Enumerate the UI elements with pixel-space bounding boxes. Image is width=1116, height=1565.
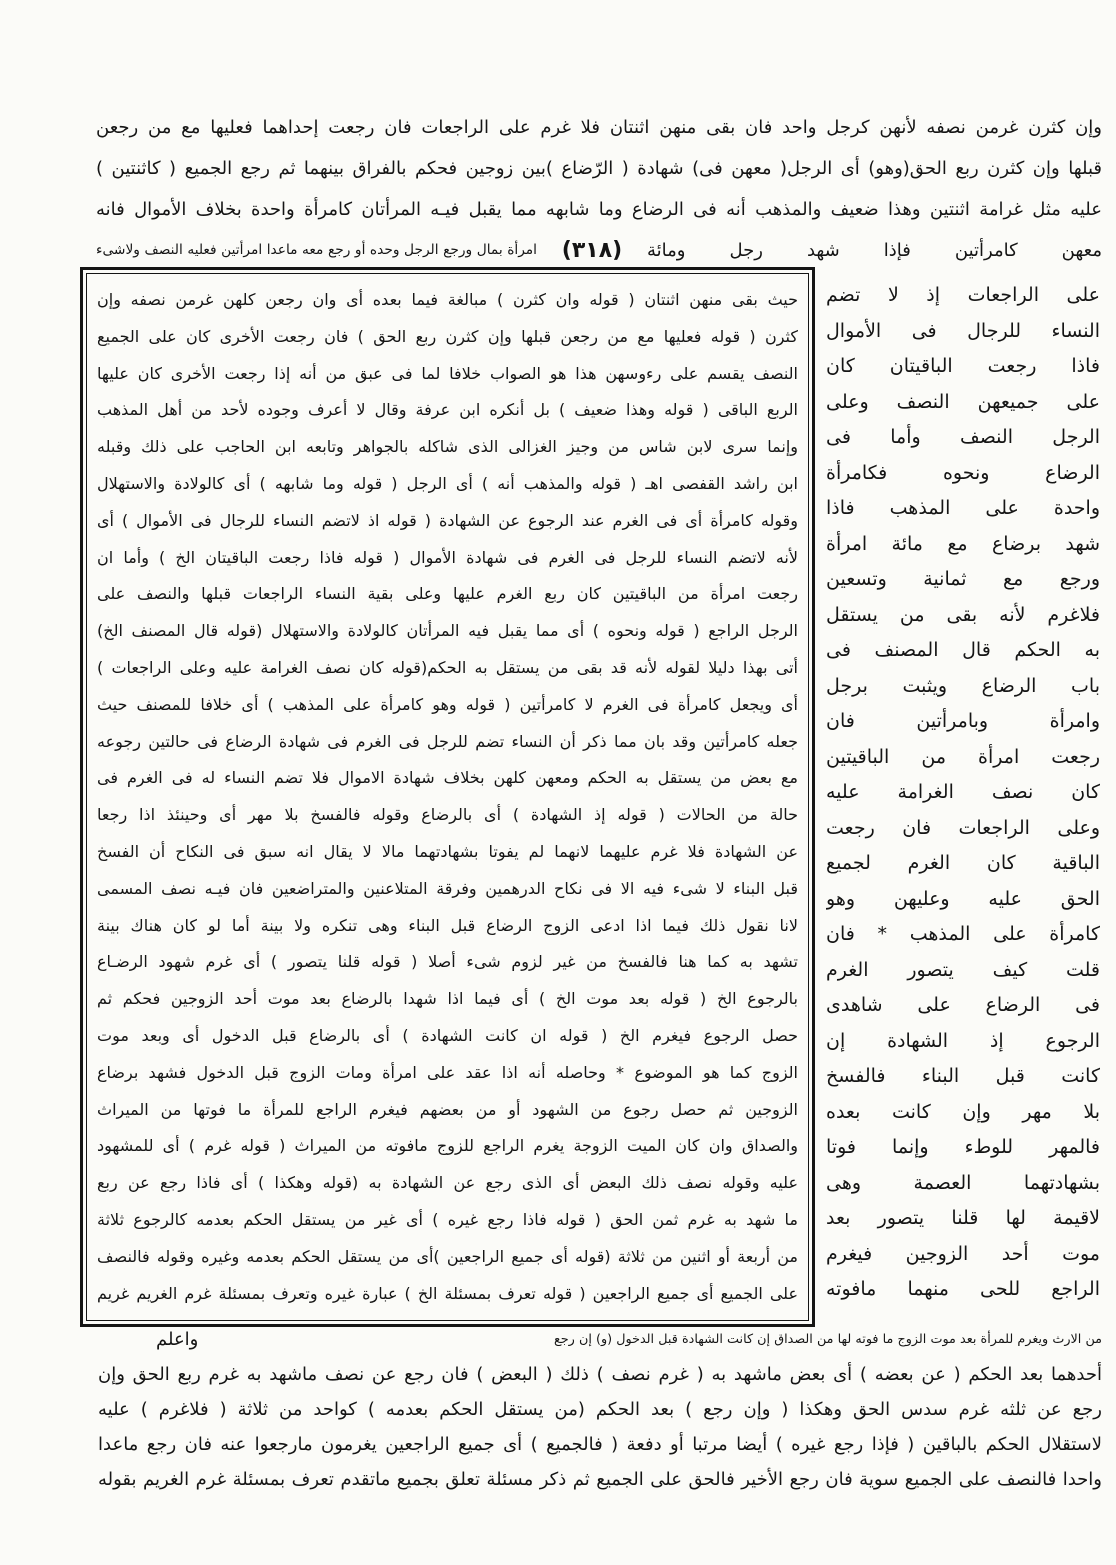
text-line: من أربعة أو اثنين من ثلاثة (قوله أى جميع الراجعين )أى من يستقل الحكم بعدمه وغيره وقوله فالنصف [97,1246,798,1266]
text-line-segment: امرأة بمال ورجع الرجل وحده أو رجع معه ماعدا امرأتين فعليه النصف ولاشىء [96,242,537,258]
text-line-segment: معهن كامرأتين فإذا شهد رجل ومائة [647,240,1102,261]
text-line: ورجع مع ثمانية وتسعين [826,568,1100,590]
text-line: مع بعض من يستقل به الحكم ومعهن كلهن بخلاف شهادة الاموال فلا تضم النساء له فى الغرم فى [97,768,798,788]
text-line: فالمهر للوطء وإنما فوتا [826,1136,1100,1158]
text-line-segment: من الارث ويغرم للمرأة بعد موت الزوج ما فوته لها من الصداق إن كانت الشهادة قبل الدخول (و) إن رجع [554,1332,1102,1347]
text-line: وامرأة وبامرأتين فان [826,710,1100,732]
text-line: عليه وقوله نصف ذلك البعض أى الذى رجع عن الشهادة به (قوله وهكذا ) أى فاذا رجع عن ربع [97,1173,798,1193]
text-line: على الجميع أى جميع الراجعين ( قوله تعرف بمسئلة الخ ) عبارة غيره وتعرف بمسئلة غرم الغريم غريم [97,1283,798,1303]
text-line: كثرن ( قوله فعليها مع من رجعن قبلها وإن كثرن ربع الحق ) فان رجعت الأخرى كان على الجميع [97,326,798,346]
hashiya-box [80,267,815,1327]
text-line: لأنه لاتضم النساء للرجل فى الغرم فى شهادة الأموال ( قوله فاذا رجعت الباقيتان الخ ) وأما ان [97,547,798,567]
text-line: قبل البناء لا شىء فيه الا فى نكاح الدرهمين وفرقة المتلاعنين والمتراضعين فان فيـه نصف المسمى [97,878,798,898]
text-line: رجع عن ثلثه غرم سدس الحق وهكذا ( وإن رجع ) بعد الحكم (من يستقل الحكم بعدمه ) كواحد من ثلاثة ( فلاغرم ) عليه [98,1399,1102,1420]
text-line: ما شهد به غرم ثمن الحق ( قوله فاذا رجع غيره ) أى غير من يستقل الحكم بعدمه كالرجوع ثلاثة [97,1209,798,1229]
text-line: كامرأة على المذهب * فان [826,923,1100,945]
text-line-with-page-number [96,230,1102,271]
text-line: الزوج كما هو الموضوع * وحاصله أنه اذا عقد على امرأة ومات الزوج قبل الدخول فشهد برضاع [97,1062,798,1082]
text-line: وإن كثرن غرمن نصفه لأنهن كرجل واحد فان بقى منهن اثنتان فلا غرم على الراجعات فان رجعت إحداهما فعليها مع من رجعن [96,117,1102,138]
text-line: وعلى الراجعات فان رجعت [826,816,1100,839]
text-line: قبلها وإن كثرن ربع الحق(وهو) أى الرجل( معهن فى) شهادة ( الرّضاع )بين زوجين فحكم بالفراق بينهما ثم رجع الجميع ( كاثنتين ) [96,158,1102,179]
text-line: الرجل الراجع ( قوله ونحوه ) أى مما يقبل فيه المرأتان كالولادة والاستهلال (قوله قال المصنف الخ) [97,621,798,641]
text-line: لاستقلال الحكم بالباقين ( فإذا رجع غيره ) أيضا مرتبا أو دفعة ( فالجميع ) أى جميع الراجعين يغرمون مارجعوا عنه فان رجع ماعدا [98,1434,1102,1455]
text-line: جعله كامرأتين وقد بان مما ذكر أن النساء تضم للرجل فى الغرم فى شهادة الرضاع فى حالتين رجوعه [97,731,798,751]
text-line: تشهد به كما هنا فالفسخ من غير لزوم شىء أصلا ( قوله قلنا يتصور ) أى غرم شهود الرضـاع [97,952,798,972]
text-line: النصف يقسم على رءوسهن هذا هو الصواب خلافا لما فى عبق من أنه إذا رجعت الأخرى كان عليها [97,363,798,383]
text-line: على الراجعات إذ لا تضم [826,284,1100,306]
text-line: عن الشهادة فلا غرم عليهما لانهما لم يفوتا بشهادتهما مالا لا يقال انه سبق فى النكاح أن الفسخ [97,841,798,861]
text-line: الرضاع ونحوه فكامرأة [826,461,1100,484]
text-line: على جميعهن النصف وعلى [826,390,1100,413]
text-line: واحدة على المذهب فاذا [826,497,1100,519]
text-line: حصل الرجوع فيغرم الخ ( قوله ان كانت الشهادة ) أى بالرضاع قبل الدخول أى وبعد موت [97,1025,798,1045]
page-number: (٣١٨) [561,238,623,263]
text-line: وقوله كامرأة أى فى الغرم عند الرجوع عن الشهادة ( قوله اذ لاتضم النساء للرجال فى الأموال ) أى [97,510,798,530]
catchword: واعلم [156,1329,199,1350]
text-line: رجعت امرأة من الباقيتين كان ربع الغرم عليها وعلى بقية النساء الراجعات قبلها والنصف على [97,584,798,604]
text-line: وإنما سرى لابن شاس من وجيز الغزالى الذى شاكله بالجواهر وتابعه ابن الحاجب على ذلك وقبله [97,437,798,457]
text-line: شهد برضاع مع مائة امرأة [826,532,1100,555]
text-line: بالرجوع الخ ( قوله بعد موت الخ ) أى فيما اذا شهدا بالرضاع بعد موت أحد الزوجين فحكم ثم [97,989,798,1009]
text-line: ابن راشد القفصى اهـ ( قوله والمذهب أنه ) أى الرجل ( قوله وما شابهه ) أى كالولادة والاستهلال [97,473,798,493]
side-column [826,278,1100,1308]
text-line: كان نصف الغرامة عليه [826,781,1100,803]
text-line: أحدهما بعد الحكم ( عن بعضه ) أى بعض ماشهد به ( غرم نصف ) ذلك ( البعض ) فان رجع عن نصف ماشهد به غرم ربع الحق وإن [98,1364,1102,1385]
text-line: الرجوع إذ الشهادة إن [826,1029,1100,1052]
matn-top-block [96,107,1102,271]
text-line: لانا نقول ذلك فيما اذا ادعى الزوج الرضاع قبل البناء وهى تنكره ولا بينة أما لو كان هناك بينة [97,915,798,935]
text-line: فى الرضاع على شاهدى [826,994,1100,1016]
hashiya-inner-frame [86,273,809,1321]
text-line: الزوجين ثم حصل رجوع من الشهود أو من بعضهم فيغرم الراجع للمرأة ما فوتها من الميراث [97,1099,798,1119]
text-line: كانت قبل البناء فالفسخ [826,1065,1100,1087]
text-line: الرجل النصف وأما فى [826,426,1100,448]
text-line: قلت كيف يتصور الغرم [826,958,1100,981]
text-line: الحق عليه وعليهن وهو [826,887,1100,910]
text-line: موت أحد الزوجين فيغرم [826,1242,1100,1265]
text-line: فلاغرم لأنه بقى من يستقل [826,603,1100,626]
text-line: أى ويجعل كامرأة فى الغرم لا كامرأتين ( قوله وهو كامرأة على المذهب ) أى خلافا للمصنف حيث [97,694,798,714]
text-line: رجعت امرأة من الباقيتين [826,745,1100,768]
text-line: بشهادتهما العصمة وهى [826,1171,1100,1194]
text-line: به الحكم قال المصنف فى [826,639,1100,661]
text-line: والصداق وان كان الميت الزوجة يغرم الراجع للزوج مافوته من الميراث ( قوله غرم ) أى للمشهود [97,1136,798,1156]
text-line: عليه مثل غرامة اثنتين وهذا ضعيف والمذهب أنه فى الرضاع وما شابهه مما يقبل فيـه المرأتان كامرأة واحدة بخلاف الأموال فانه [96,199,1102,220]
text-line: واحدا فالنصف على الجميع سوية فان رجع الأخير فالحق على الجميع ثم ذكر مسئلة تعلق بجميع ماتقدم تعرف بمسئلة غرم الغريم بقوله [98,1469,1102,1490]
text-line: حالة من الحالات ( قوله إذ الشهادة ) أى بالرضاع وقوله فالفسخ بلا مهر أى وحينئذ اذا رجعا [97,805,798,825]
text-line: لاقيمة لها قلنا يتصور بعد [826,1207,1100,1229]
text-line: النساء للرجال فى الأموال [826,319,1100,342]
text-line: الراجع للحى منهما مافوته [826,1278,1100,1300]
text-line: أتى بهذا دليلا لقوله لأنه قد بقى من يستقل به الحكم(قوله كان نصف الغرامة عليه وعلى الراجعات ) [97,657,798,677]
matn-bottom-block [98,1322,1102,1497]
text-line: الربع الباقى ( قوله وهذا ضعيف ) بل أنكره ابن عرفة وقال لا أعرف وجوده لأحد من أهل المذهب [97,400,798,420]
text-line: فاذا رجعت الباقيتان كان [826,355,1100,377]
text-line: بلا مهر وإن كانت بعده [826,1100,1100,1123]
text-line-with-catchword [98,1322,1102,1357]
text-line: حيث بقى منهن اثنتان ( قوله وان كثرن ) مبالغة فيما بعده أى وان رجعن كلهن غرمن نصفه وإن [97,290,798,309]
text-line: باب الرضاع ويثبت برجل [826,674,1100,697]
text-line: الباقية كان الغرم لجميع [826,852,1100,874]
